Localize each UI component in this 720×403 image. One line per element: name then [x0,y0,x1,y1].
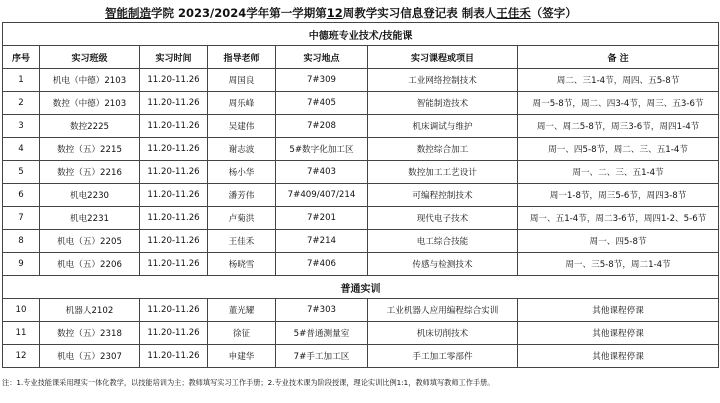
cell-time: 11.20-11.26 [140,92,208,115]
table-row [3,69,719,92]
cell-course: 机床切削技术 [368,322,518,345]
cell-note: 其他课程停课 [518,345,719,368]
cell-class: 机电2231 [40,207,140,230]
cell-time: 11.20-11.26 [140,230,208,253]
cell-note: 周一、周二5-8节，周三3-6节，周四1-4节 [518,115,719,138]
cell-course: 机床调试与维护 [368,115,518,138]
cell-place: 5#普通测量室 [276,322,368,345]
cell-place: 7#201 [276,207,368,230]
cell-no: 10 [3,299,40,322]
cell-note: 其他课程停课 [518,299,719,322]
cell-teacher: 杨小华 [208,161,276,184]
cell-teacher: 谢志波 [208,138,276,161]
cell-class: 数控（五）2216 [40,161,140,184]
col-header-place: 实习地点 [276,46,368,69]
cell-place: 7#214 [276,230,368,253]
cell-time: 11.20-11.26 [140,345,208,368]
cell-class: 机电（五）2205 [40,230,140,253]
cell-note: 周一5-8节，周二、四3-4节，周三、五3-6节 [518,92,719,115]
cell-class: 数控（五）2318 [40,322,140,345]
table-row [3,184,719,207]
table-row [3,253,719,276]
table-row [3,161,719,184]
col-header-teacher: 指导老师 [208,46,276,69]
table-row [3,299,719,322]
cell-note: 周一、四5-8节 [518,230,719,253]
cell-no: 1 [3,69,40,92]
footnote: 注：1.专业技能课采用理实一体化教学，以技能培训为主；教师填写实习工作手册；2.专业技术课为阶段授课，理论实训比例1:1，教师填写教师工作手册。 [2,378,495,387]
cell-place: 5#数字化加工区 [276,138,368,161]
cell-time: 11.20-11.26 [140,253,208,276]
cell-class: 机电2230 [40,184,140,207]
section-title-2: 普通实训 [3,276,719,299]
table-row [3,322,719,345]
cell-no: 5 [3,161,40,184]
cell-course: 手工加工零部件 [368,345,518,368]
cell-teacher: 周国良 [208,69,276,92]
cell-teacher: 吴建伟 [208,115,276,138]
section-title-1: 中德班专业技术/技能课 [3,23,719,46]
table-row [3,207,719,230]
cell-note: 周一、四5-8节，周二、三、五1-4节 [518,138,719,161]
cell-course: 可编程控制技术 [368,184,518,207]
col-header-time: 实习时间 [140,46,208,69]
cell-no: 4 [3,138,40,161]
cell-time: 11.20-11.26 [140,69,208,92]
cell-course: 工业机器人应用编程综合实训 [368,299,518,322]
cell-no: 3 [3,115,40,138]
cell-class: 数控2225 [40,115,140,138]
cell-teacher: 杨晓雪 [208,253,276,276]
cell-no: 2 [3,92,40,115]
table-row [3,92,719,115]
table-row [3,345,719,368]
cell-place: 7#403 [276,161,368,184]
cell-course: 智能制造技术 [368,92,518,115]
table-row [3,115,719,138]
cell-course: 数控加工工艺设计 [368,161,518,184]
cell-time: 11.20-11.26 [140,207,208,230]
maker-name: 王佳禾 [496,6,531,20]
cell-note: 其他课程停课 [518,322,719,345]
col-header-course: 实习课程或项目 [368,46,518,69]
cell-teacher: 王佳禾 [208,230,276,253]
cell-time: 11.20-11.26 [140,184,208,207]
cell-teacher: 周乐峰 [208,92,276,115]
cell-place: 7#手工加工区 [276,345,368,368]
cell-place: 7#409/407/214 [276,184,368,207]
cell-no: 8 [3,230,40,253]
col-header-no: 序号 [3,46,40,69]
cell-no: 6 [3,184,40,207]
cell-teacher: 卢菊洪 [208,207,276,230]
cell-note: 周一1-8节，周三5-6节，周四3-8节 [518,184,719,207]
cell-course: 现代电子技术 [368,207,518,230]
cell-note: 周一、五1-4节，周二3-6节，周四1-2、5-6节 [518,207,719,230]
title-part-1: 学院 2023/2024学年第一学期第 [151,6,327,20]
cell-time: 11.20-11.26 [140,138,208,161]
table-header-row [3,46,719,69]
week-number: 12 [326,6,343,20]
cell-place: 7#405 [276,92,368,115]
cell-class: 机电（五）2307 [40,345,140,368]
cell-course: 传感与检测技术 [368,253,518,276]
cell-class: 数控（中德）2103 [40,92,140,115]
cell-place: 7#303 [276,299,368,322]
cell-class: 机器人2102 [40,299,140,322]
cell-no: 12 [3,345,40,368]
cell-no: 9 [3,253,40,276]
form-title [0,2,720,22]
cell-teacher: 董光耀 [208,299,276,322]
cell-time: 11.20-11.26 [140,161,208,184]
cell-no: 11 [3,322,40,345]
cell-course: 工业网络控制技术 [368,69,518,92]
cell-teacher: 申建华 [208,345,276,368]
cell-class: 机电（五）2206 [40,253,140,276]
cell-note: 周一、二、三、五1-4节 [518,161,719,184]
cell-time: 11.20-11.26 [140,299,208,322]
cell-course: 数控综合加工 [368,138,518,161]
cell-course: 电工综合技能 [368,230,518,253]
cell-teacher: 徐征 [208,322,276,345]
cell-class: 数控（五）2215 [40,138,140,161]
cell-time: 11.20-11.26 [140,322,208,345]
cell-time: 11.20-11.26 [140,115,208,138]
college-name: 智能制造 [105,6,151,20]
cell-teacher: 潘芳伟 [208,184,276,207]
col-header-class: 实习班级 [40,46,140,69]
title-part-2: 周教学实习信息登记表 制表人 [342,6,497,20]
cell-class: 机电（中德）2103 [40,69,140,92]
cell-place: 7#309 [276,69,368,92]
cell-note: 周一、三5-8节，周二1-4节 [518,253,719,276]
signature-note: （签字） [530,6,577,20]
cell-no: 7 [3,207,40,230]
cell-place: 7#406 [276,253,368,276]
cell-note: 周二、三1-4节，周四、五5-8节 [518,69,719,92]
table-row [3,138,719,161]
col-header-note: 备 注 [518,46,719,69]
cell-place: 7#208 [276,115,368,138]
schedule-table [2,22,719,368]
table-row [3,230,719,253]
